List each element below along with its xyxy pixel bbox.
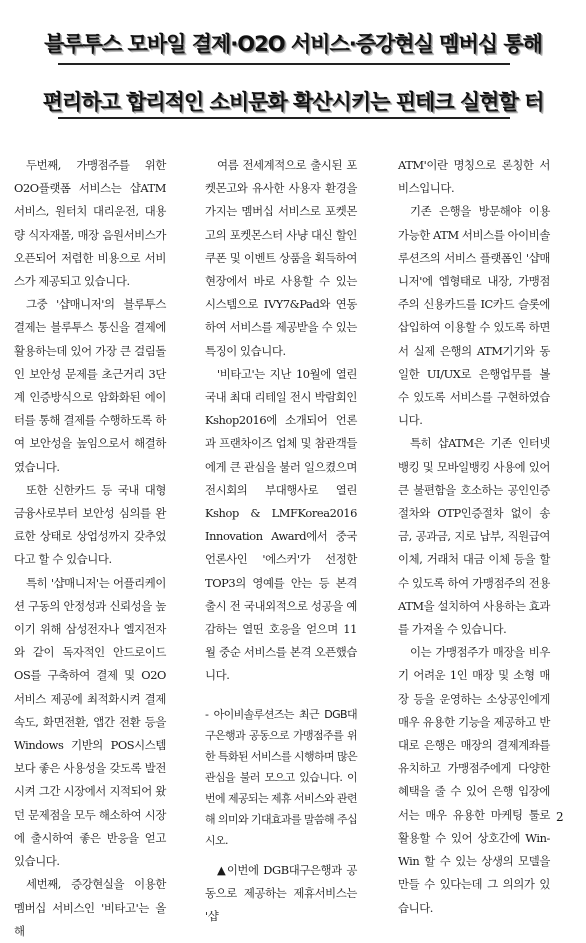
paragraph: 또한 신한카드 등 국내 대형 금융사로부터 보안성 심의를 완료한 상태로 상업성까지 갖추었다고 할 수 있습니다. xyxy=(14,482,166,567)
headline-line-2: 편리하고 합리적인 소비문화 확산시키는 핀테크 실현할 터 xyxy=(42,90,544,114)
paragraph: 이는 가맹점주가 매장을 비우기 어려운 1인 매장 및 소형 매장 등을 운영하는 소상공인에게 매우 유용한 기능을 제공하고 반대로 은행은 매장의 결제계좌를 유치하고 가맹점주에게 다양한 혜택을 줄 수 있어 은행 입장에서는 매우 유용한 마케팅 툴로 활용할 수 있어 상호간에 Win-Win 할 수 있는 상생의 모델을 만들 수 있다는데 그 의의가 있습니다. xyxy=(398,645,550,915)
paragraph: ATM'이란 명칭으로 론칭한 서비스입니다. xyxy=(398,158,550,196)
article-column-1 xyxy=(14,154,166,943)
paragraph: 특히 '샵매니저'는 어플리케이션 구동의 안정성과 신뢰성을 높이기 위해 삼성전자나 엘지전자와 같이 독자적인 안드로이드 OS를 구축하여 결제 및 O2O 서비스 제공에 최적화시켜 결제 속도, 화면전환, 앱간 전환 등을 Windows 기반의 POS시스템 보다 좋은 사용성을 갖도록 발전시켜 그간 시장에서 지적되어 왔던 문제점을 모두 해소하여 시장에 출시하여 좋은 반응을 얻고 있습니다. xyxy=(14,575,166,869)
headline-divider xyxy=(58,63,510,65)
article-column-3 xyxy=(398,154,550,920)
paragraph: 특히 샵ATM은 기존 인터넷뱅킹 및 모바일뱅킹 사용에 있어 큰 불편함을 호소하는 공인인증절차와 OTP인증절차 없이 송금, 공과금, 지로 납부, 직원급여 이체, 거래처 대금 이체 등을 할 수 있도록 하여 가맹점주의 전용 ATM을 설치하여 사용하는 효과를 가져올 수 있습니다. xyxy=(398,436,550,637)
page-number: 2 xyxy=(556,810,564,824)
paragraph: 기존 은행을 방문해야 이용 가능한 ATM 서비스를 아이비솔루션즈의 서비스 플랫폼인 '샵매니저'에 엡형태로 내장, 가맹점주의 신용카드를 IC카드 슬롯에 삽입하여 이용할 수 있도록 하면서 실제 은행의 ATM기기와 동일한 UI/UX로 은행업무를 볼 수 있도록 서비스를 구현하였습니다. xyxy=(398,204,550,428)
paragraph: 그중 '샵매니저'의 블루투스 결제는 블루투스 통신을 결제에 활용하는데 있어 가장 큰 걸림돌인 보안성 문제를 초근거리 3단계 인증방식으로 암화화된 에이터를 통해 결제를 수행하도록 하여 보안성을 높임으로서 해결하였습니다. xyxy=(14,297,166,474)
headline-underline xyxy=(58,117,510,119)
paragraph: 세번째, 증강현실을 이용한 멤버십 서비스인 '비타고'는 올해 xyxy=(14,877,166,938)
paragraph: 여름 전세계적으로 출시된 포켓몬고와 유사한 사용자 환경을 가지는 멤버십 서비스로 포켓몬고의 포켓몬스터 사냥 대신 할인 쿠폰 및 이벤트 상품을 획득하여 현장에서 바로 사용할 수 있는 시스템으로 IVY7&Pad와 연동하여 서비스를 제공받을 수 있는 특징이 있습니다. xyxy=(205,158,357,358)
paragraph: ▲이번에 DGB대구은행과 공동으로 제공하는 제휴서비스는 '샵 xyxy=(205,862,357,924)
article-column-2 xyxy=(205,154,357,928)
paragraph: 두번째, 가맹점주를 위한 O2O플랫폼 서비스는 샵ATM서비스, 원터치 대리운전, 대용량 식자재몰, 매장 음원서비스가 오픈되어 저렴한 비용으로 서비스가 제공되고 있습니다. xyxy=(14,158,166,289)
paragraph: '비타고'는 지난 10월에 열린 국내 최대 리테일 전시 박람회인 Kshop2016에 소개되어 언론과 프랜차이즈 업체 및 참관객들에게 큰 관심을 불러 일으켰으며 전시회의 부대행사로 열린 Kshop & LMFKorea2016 Innovation Award에서 중국 언론사인 '에스커'가 선정한 TOP3의 영예를 안는 등 본격 출시 전 국내외적으로 성공을 예감하는 열띤 호응을 얻으며 11월 중순 서비스를 본격 오픈했습니다. xyxy=(205,366,357,683)
headline-line-1: 블루투스 모바일 결제·O2O 서비스·증강현실 멤버십 통해 xyxy=(44,32,542,56)
interview-question xyxy=(205,704,357,851)
question-text: - 아이비솔루션즈는 최근 DGB대구은행과 공동으로 가맹점주를 위한 특화된 서비스를 시행하며 많은 관심을 불러 모으고 있습니다. 이번에 제공되는 제휴 서비스와 관련해 의미와 기대효과를 말씀해 주십시오. xyxy=(205,707,357,847)
